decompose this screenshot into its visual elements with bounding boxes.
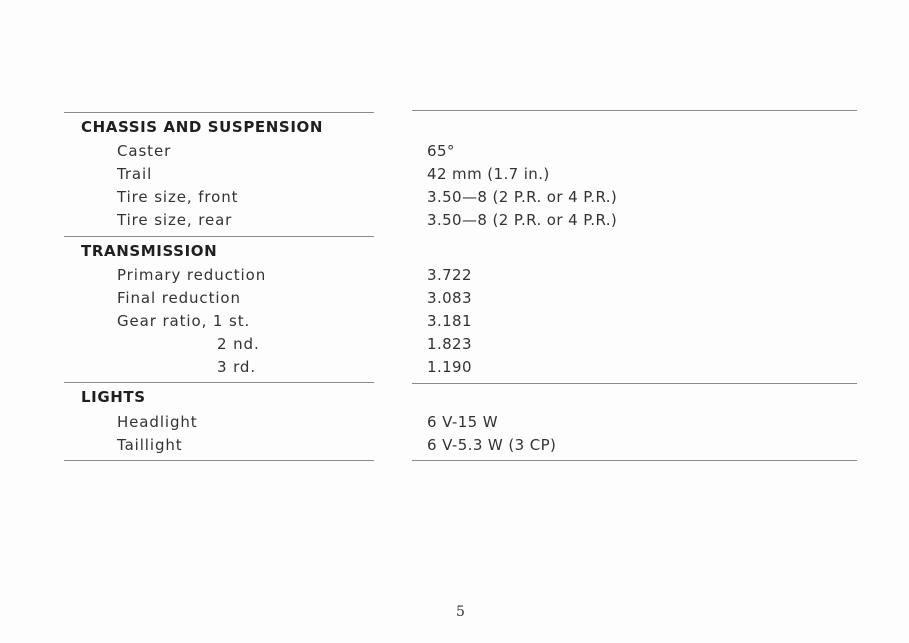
spec-value-primary-reduction: 3.722 [427, 266, 472, 284]
spec-label-gear-ratio-2nd: 2 nd. [217, 335, 260, 353]
spec-value-caster: 65° [427, 142, 455, 160]
spec-label-headlight: Headlight [117, 413, 198, 431]
spec-value-taillight: 6 V-5.3 W (3 CP) [427, 436, 557, 454]
spec-label-taillight: Taillight [117, 436, 183, 454]
top-rule-left [64, 112, 374, 113]
spec-value-trail: 42 mm (1.7 in.) [427, 165, 550, 183]
spec-value-tire-front: 3.50—8 (2 P.R. or 4 P.R.) [427, 188, 618, 206]
bottom-rule-left [64, 460, 374, 461]
spec-value-tire-rear: 3.50—8 (2 P.R. or 4 P.R.) [427, 211, 618, 229]
spec-value-headlight: 6 V-15 W [427, 413, 498, 431]
spec-label-gear-ratio-3rd: 3 rd. [217, 358, 257, 376]
section-divider-left [64, 382, 374, 383]
spec-label-final-reduction: Final reduction [117, 289, 241, 307]
section-heading-transmission: TRANSMISSION [81, 242, 218, 260]
spec-label-caster: Caster [117, 142, 172, 160]
spec-label-gear-ratio-1st: Gear ratio, 1 st. [117, 312, 251, 330]
spec-label-trail: Trail [117, 165, 153, 183]
top-rule-right [412, 110, 857, 111]
spec-value-gear-ratio-3rd: 1.190 [427, 358, 472, 376]
section-divider-right [412, 383, 857, 384]
bottom-rule-right [412, 460, 857, 461]
spec-value-gear-ratio-2nd: 1.823 [427, 335, 472, 353]
spec-label-tire-front: Tire size, front [117, 188, 239, 206]
section-divider-left [64, 236, 374, 237]
spec-label-primary-reduction: Primary reduction [117, 266, 267, 284]
page-number: 5 [456, 604, 465, 620]
spec-value-gear-ratio-1st: 3.181 [427, 312, 472, 330]
spec-label-tire-rear: Tire size, rear [117, 211, 233, 229]
section-heading-lights: LIGHTS [81, 388, 146, 406]
spec-value-final-reduction: 3.083 [427, 289, 472, 307]
section-heading-chassis: CHASSIS AND SUSPENSION [81, 118, 324, 136]
